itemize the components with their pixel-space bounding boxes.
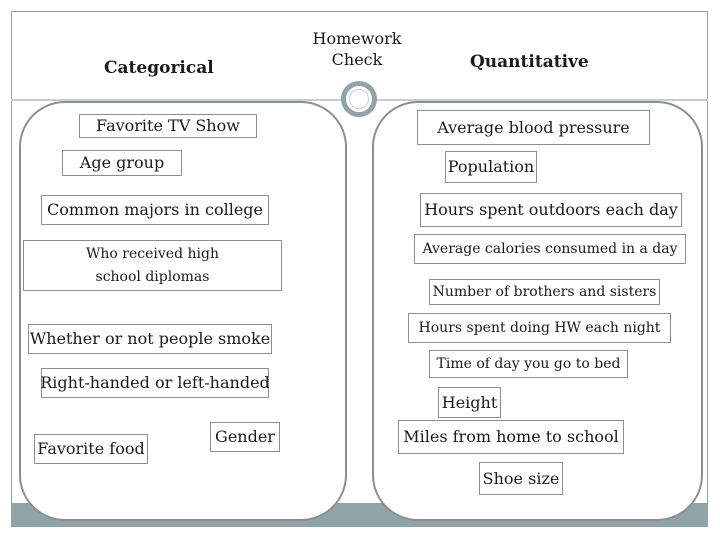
- quantitative-item: Hours spent outdoors each day: [420, 193, 682, 227]
- categorical-item: Who received high school diplomas: [23, 240, 282, 291]
- categorical-heading: Categorical: [104, 58, 214, 78]
- categorical-item: Age group: [62, 150, 182, 176]
- quantitative-item: Population: [445, 151, 537, 183]
- categorical-item: Gender: [210, 422, 280, 452]
- slide-title: [302, 28, 412, 70]
- quantitative-item: Miles from home to school: [398, 420, 624, 454]
- quantitative-item: Average blood pressure: [417, 110, 650, 145]
- title-line-1: Homework: [312, 29, 402, 48]
- categorical-item: Whether or not people smoke: [28, 324, 272, 354]
- categorical-item: Common majors in college: [41, 195, 269, 225]
- quantitative-item: Average calories consumed in a day: [414, 234, 686, 264]
- quantitative-heading: Quantitative: [470, 52, 589, 72]
- quantitative-item: Shoe size: [479, 462, 563, 495]
- quantitative-item: Time of day you go to bed: [429, 350, 628, 378]
- quantitative-item: Hours spent doing HW each night: [408, 313, 671, 343]
- quantitative-panel: [372, 101, 703, 521]
- categorical-item: Favorite TV Show: [79, 114, 257, 138]
- categorical-item: Favorite food: [34, 434, 148, 464]
- ring-connector-icon: [341, 81, 377, 117]
- quantitative-item: Number of brothers and sisters: [429, 279, 660, 305]
- quantitative-item: Height: [438, 387, 501, 418]
- title-line-2: Check: [331, 50, 383, 69]
- categorical-item: Right-handed or left-handed: [41, 368, 269, 398]
